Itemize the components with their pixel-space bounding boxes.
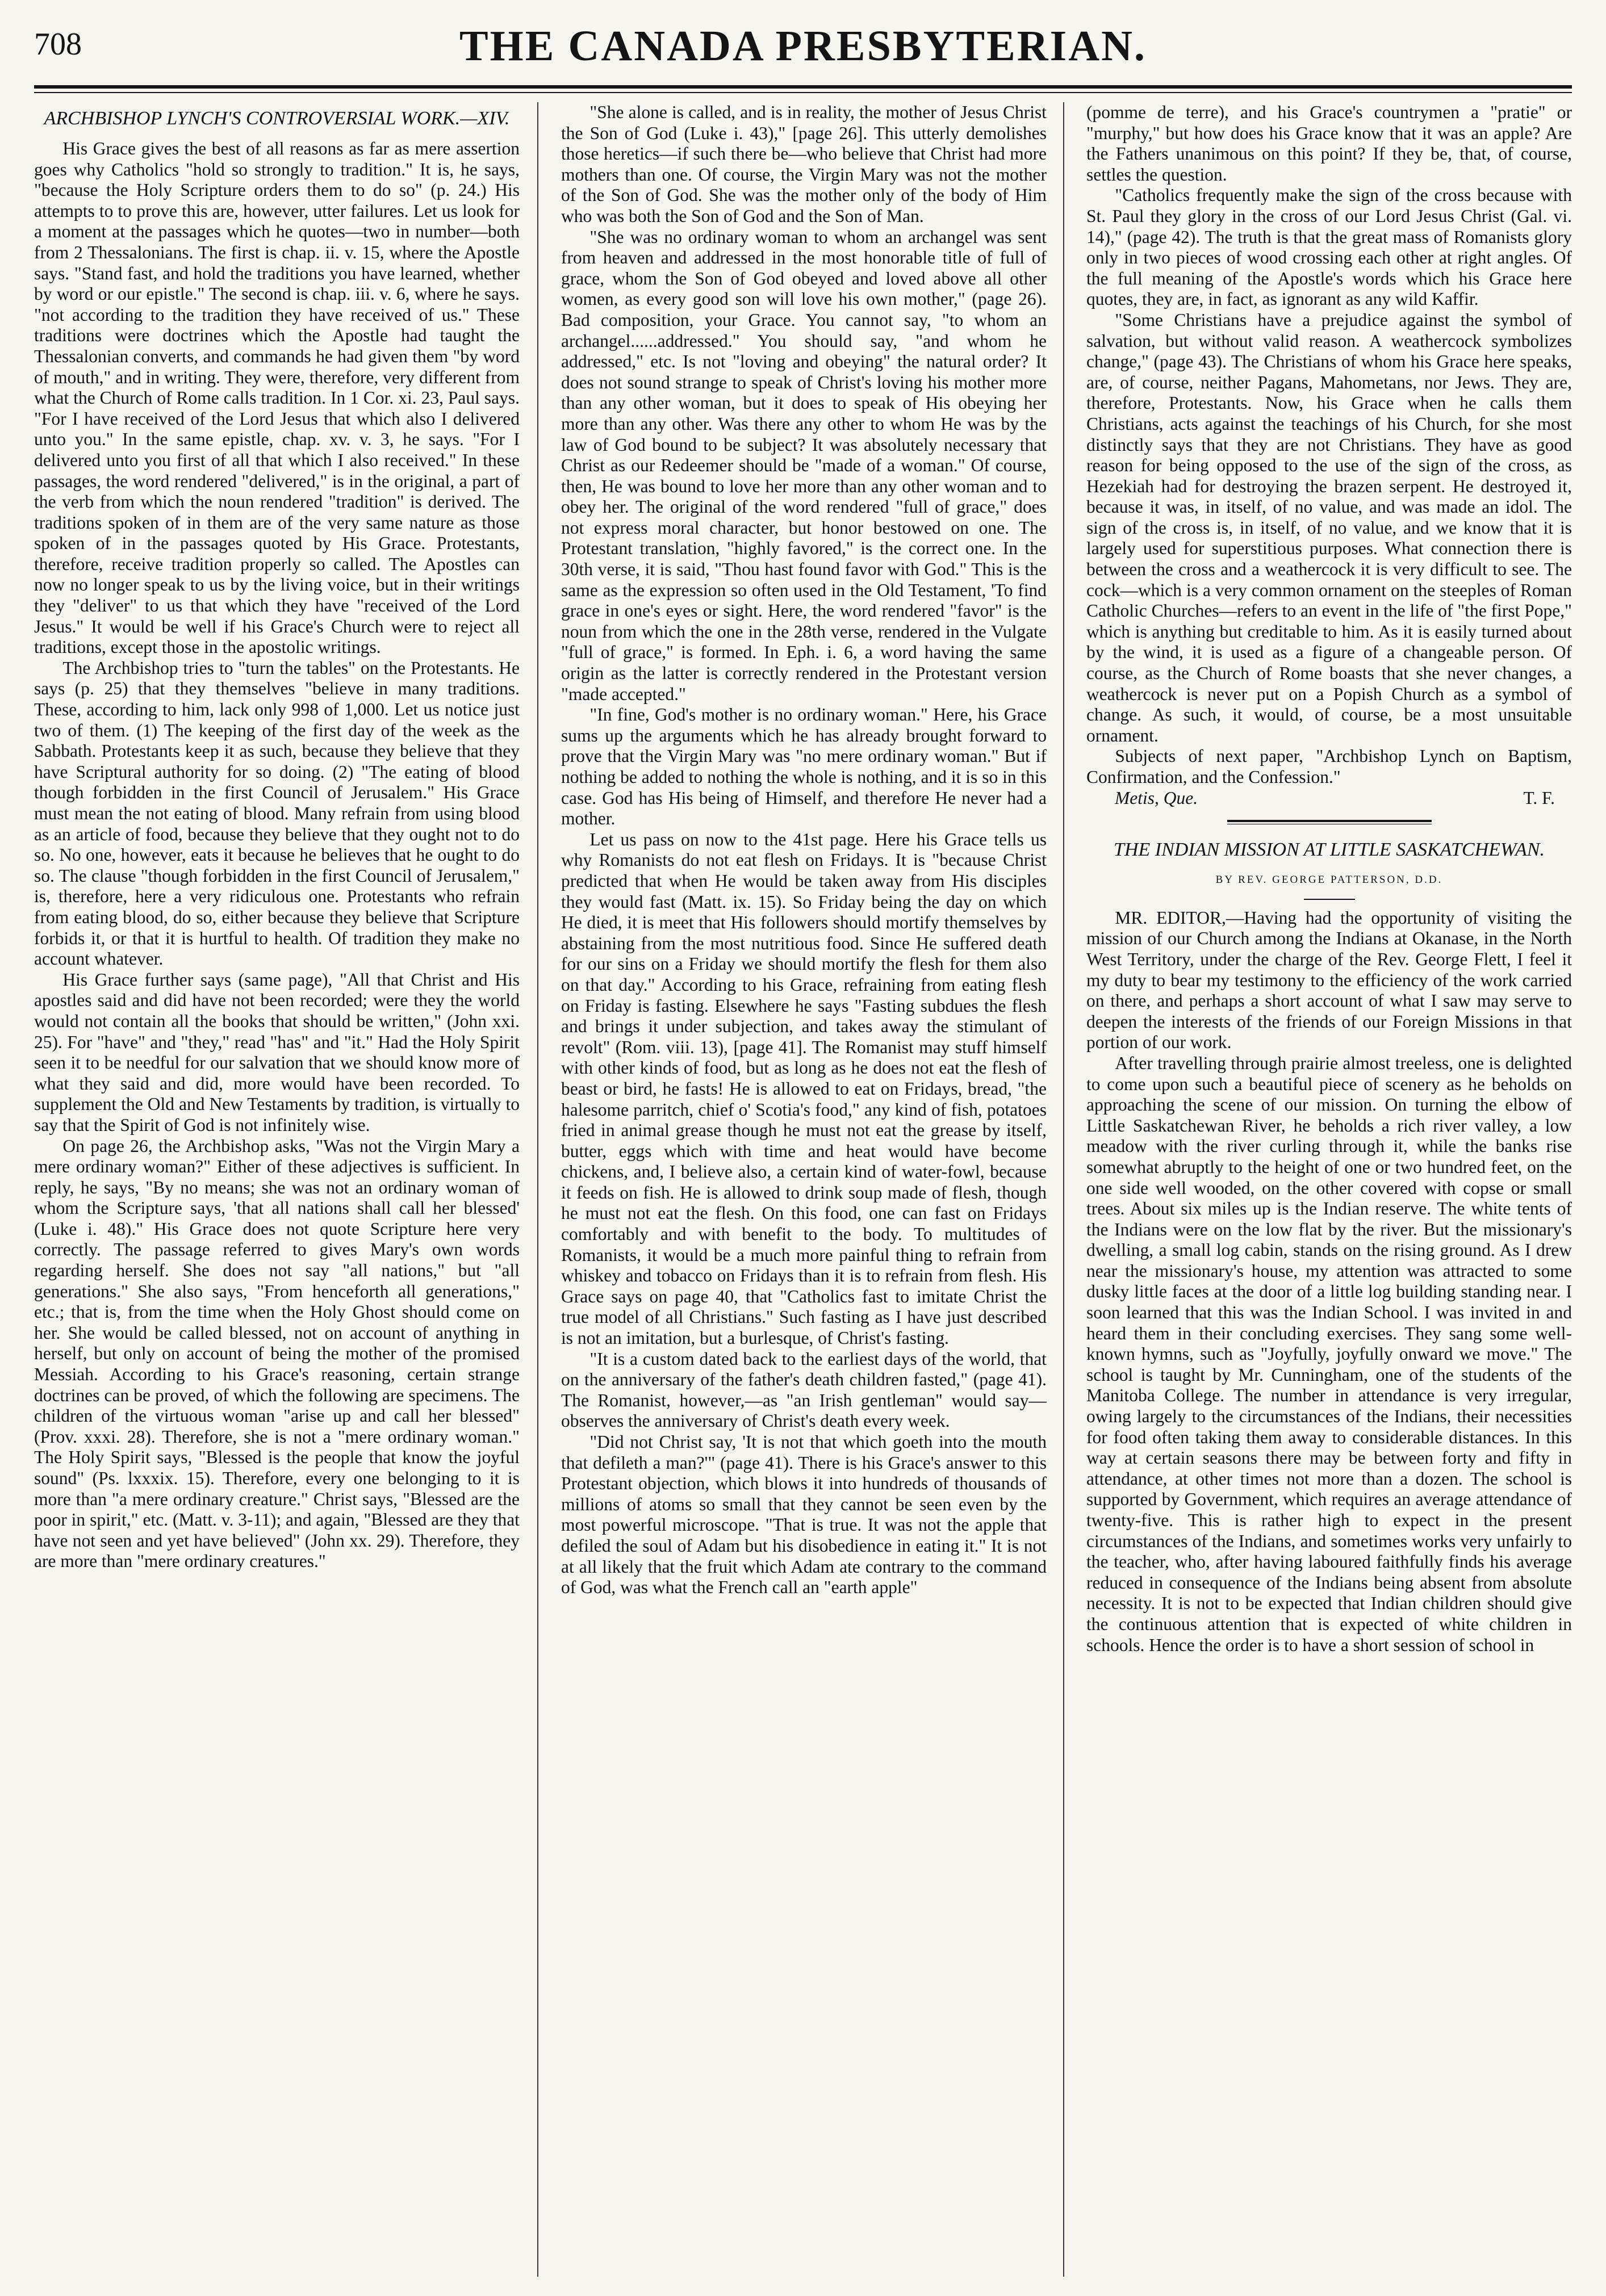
article-paragraph: After travelling through prairie almost treeless, one is delighted to come upon such a beautiful piece of scenery as he beholds on approaching the scene of our mission. On turning the elbow of Little Saskatchewan River, he beholds a rich river valley, a low meadow with the river curling through it, while the banks rise somewhat abruptly to the height of one or two hundred feet, on the one side well wooded, on the other covered with copse or small trees. About six miles up is the Indian reserve. The white tents of the Indians were on the low flat by the river. But the missionary's dwelling, a small log cabin, stands on the rising ground. As I drew near the missionary's house, my attention was attracted to some dusky little faces at the door of a little log building standing near. I soon learned that this was the Indian School. I was invited in and heard them in their concluding exercises. They sang some well-known hymns, such as "Joyfully, joyfully onward we move." The school is taught by Mr. Cunningham, one of the students of the Manitoba College. The number in attendance is very irregular, owing largely to the circumstances of the Indians, their necessities for food often taking them away to considerable distances. In this way at certain seasons there may be between forty and fifty in attendance, at other times not more than a dozen. The school is supported by Government, which requires an average attendance of twenty-five. This is rather high to expect in the present circumstances of the Indians, and sometimes works very unfairly to the teacher, who, after having laboured faithfully finds his average reduced in consequence of the Indians being absent from absolute necessity. It is not to be expected that Indian children should give the continuous attention that is expected of white children in schools. Hence the order is to have a short session of school in	[1086, 1053, 1572, 1655]
article-paragraph: Subjects of next paper, "Archbishop Lynch on Baptism, Confirmation, and the Confession."	[1086, 746, 1572, 787]
article-signoff	[1086, 788, 1572, 809]
column-divider	[1063, 102, 1064, 2277]
journal-title: THE CANADA PRESBYTERIAN.	[459, 22, 1147, 70]
masthead-rule-thin	[34, 92, 1572, 93]
masthead	[34, 16, 1572, 84]
article-paragraph: On page 26, the Archbishop asks, "Was not the Virgin Mary a mere ordinary woman?" Either of these adjectives is sufficient. In reply, he says, "By no means; she was not an ordinary woman of whom the Scripture says, 'that all nations shall call her blessed' (Luke i. 48)." His Grace does not quote Scripture here very correctly. The passage referred to gives Mary's own words regarding herself. She does not say "all nations," but "all generations." She also says, "From henceforth all generations," etc.; that is, from the time when the Holy Ghost should come on her. She would be called blessed, not on account of anything in herself, but only on account of being the mother of the promised Messiah. According to his Grace's reasoning, certain strange doctrines can be proved, of which the following are specimens. The children of the virtuous woman "arise up and call her blessed" (Prov. xxxi. 28). Therefore, she is not a "mere ordinary woman." The Holy Spirit says, "Blessed is the people that know the joyful sound" (Ps. lxxxix. 15). Therefore, every one belonging to it is more than "a mere ordinary creature." Christ says, "Blessed are the poor in spirit," etc. (Matt. v. 3-11); and again, "Blessed are they that have not seen and yet have believed" (John xx. 29). Therefore, they are more than "mere ordinary creatures."	[34, 1136, 520, 1572]
section-divider	[1227, 820, 1432, 824]
byline-rule	[1304, 899, 1355, 900]
signoff-place: Metis, Que.	[1115, 787, 1198, 808]
signoff-initials: T. F.	[1523, 787, 1555, 808]
column-1	[34, 102, 520, 2277]
article-paragraph: "It is a custom dated back to the earliest days of the world, that on the anniversary of the father's death children fasted," (page 41). The Romanist, however,—as "an Irish gentleman" would say—observes the anniversary of Christ's death every week.	[561, 1348, 1047, 1431]
article-paragraph: His Grace further says (same page), "All that Christ and His apostles said and did have not been recorded; were they the world would not contain all the books that should be written," (John xxi. 25). For "have" and "they," read "has" and "it." Had the Holy Spirit seen it to be needful for our salvation that we should know more of what they said and did, more would have been recorded. To supplement the Old and New Testaments by tradition, is virtually to say that the Spirit of God is not infinitely wise.	[34, 969, 520, 1135]
article-title: THE INDIAN MISSION AT LITTLE SASKATCHEWAN.	[1114, 839, 1545, 861]
article-byline: BY REV. GEORGE PATTERSON, D.D.	[1215, 874, 1443, 886]
article-paragraph: "She alone is called, and is in reality, the mother of Jesus Christ the Son of God (Luke i. 43)," [page 26]. This utterly demolishes those heretics—if such there be—who believe that Christ had more mothers than one. Of course, the Virgin Mary was not the mother of the Son of God. She was the mother only of the body of Him who was both the Son of God and the Son of Man.	[561, 102, 1047, 226]
article-paragraph: (pomme de terre), and his Grace's countrymen a "pratie" or "murphy," but how does his Grace know that it was an apple? Are the Fathers unanimous on this point? If they be, that, of course, settles the question.	[1086, 102, 1572, 185]
article-paragraph: The Archbishop tries to "turn the tables" on the Protestants. He says (p. 25) that they themselves "believe in many traditions. These, according to him, lack only 998 of 1,000. Let us notice just two of them. (1) The keeping of the first day of the week as the Sabbath. Protestants keep it as such, because they believe that they have Scriptural authority for so doing. (2) "The eating of blood though forbidden in the first Council of Jerusalem." His Grace must mean the not eating of blood. Many refrain from using blood as an article of food, because they believe that they ought not to do so. No one, however, eats it because he believes that he ought to do so. The clause "though forbidden in the first Council of Jerusalem," is, therefore, here a very ridiculous one. Protestants who refrain from eating blood, do so, either because they believe that Scripture forbids it, or that it is hurtful to health. Of tradition they make no account whatever.	[34, 657, 520, 969]
article-paragraph: Let us pass on now to the 41st page. Here his Grace tells us why Romanists do not eat flesh on Fridays. It is "because Christ predicted that when He would be taken away from His disciples they would fast (Matt. ix. 15). So Friday being the day on which He died, it is meet that His followers should mortify themselves by abstaining from the most nutritious food. Since He suffered death for our sins on a Friday we should mortify the flesh for them also on that day." According to his Grace, refraining from eating flesh on Friday is fasting. Elsewhere he says "Fasting subdues the flesh and brings it under subjection, and takes away the stimulant of revolt" (Rom. viii. 13), [page 41]. The Romanist may stuff himself with other kinds of food, but as long as he does not eat the flesh of beast or bird, he fasts! He is allowed to eat on Fridays, bread, "the halesome parritch, chief o' Scotia's food," any kind of fish, potatoes fried in animal grease though he must not eat the grease by itself, butter, eggs which with time and heat would have become chickens, and, I believe also, a certain kind of water-fowl, because it feeds on fish. He is allowed to drink soup made of flesh, though he must not eat the flesh. On this food, one can fast on Fridays comfortably and with benefit to the body. To multitudes of Romanists, it would be a much more painful thing to refrain from whiskey and tobacco on Fridays than it is to refrain from flesh. His Grace says on page 40, that "Catholics fast to imitate Christ the true model of all Christians." Such fasting as I have just described is not an imitation, but a burlesque, of Christ's fasting.	[561, 829, 1047, 1348]
column-3	[1086, 102, 1572, 2277]
article-paragraph: "She was no ordinary woman to whom an archangel was sent from heaven and addressed in the most honorable title of full of grace, whom the Son of God obeyed and loved above all other women, as every good son will love his own mother," (page 26). Bad composition, your Grace. You cannot say, "to whom an archangel......addressed." You should say, "and whom he addressed," etc. Is not "loving and obeying" the natural order? It does not sound strange to speak of Christ's loving his mother more than any other woman, but it does to speak of His obeying her more than any other. Was there any other to whom He was by the law of God bound to be subject? It was absolutely necessary that Christ as our Redeemer should be "made of a woman." Of course, then, He was bound to love her more than any other woman and to obey her. The original of the word rendered "full of grace," does not express moral character, but honor bestowed on one. The Protestant translation, "highly favored," is the correct one. In the 30th verse, it is said, "Thou hast found favor with God." This is the same as the expression so often used in the Old Testament, 'To find grace in one's eyes or sight. Here, the word rendered "favor" is the noun from which the one in the 28th verse, rendered in the Vulgate "full of grace," is formed. In Eph. i. 6, a word having the same origin as the latter is correctly rendered in the Protestant version "made accepted."	[561, 227, 1047, 704]
column-divider	[537, 102, 538, 2277]
article-paragraph: "Did not Christ say, 'It is not that which goeth into the mouth that defileth a man?'" (page 41). There is his Grace's answer to this Protestant objection, which blows it into hundreds of thousands of millions of atoms so small that they cannot be seen even by the most powerful microscope. "That is true. It was not the apple that defiled the soul of Adam but his disobedience in eating it." It is not at all likely that the fruit which Adam ate contrary to the command of God, was what the French call an "earth apple"	[561, 1432, 1047, 1598]
article-title: ARCHBISHOP LYNCH'S CONTROVERSIAL WORK.—XIV.	[44, 108, 510, 129]
article-paragraph: "Some Christians have a prejudice against the symbol of salvation, but without valid reason. A weathercock symbolizes change," (page 43). The Christians of whom his Grace here speaks, are, of course, neither Pagans, Mahometans, nor Jews. They are, therefore, Protestants. Now, his Grace when he calls them Christians, acts against the teachings of his Church, for she most distinctly says that they are not Christians. They have as good reason for being opposed to the use of the sign of the cross, as Hezekiah had for destroying the brazen serpent. He destroyed it, because it was, in itself, of no value, and was made an idol. The sign of the cross is, in itself, of no value, and we know that it is largely used for superstitious purposes. What connection there is between the cross and a weathercock it is very difficult to see. The cock—which is a very common ornament on the steeples of Roman Catholic Churches—refers to an event in the life of "the first Pope," which is anything but creditable to him. As it is easily turned about by the wind, it is used as a figure of a changeable person. Of course, as the Church of Rome boasts that she never changes, a weathercock is never put on a Popish Church as a symbol of change. As such, it would, of course, be a most unsuitable ornament.	[1086, 309, 1572, 745]
article-paragraph: MR. EDITOR,—Having had the opportunity of visiting the mission of our Church among the Indians at Okanase, in the North West Territory, under the charge of the Rev. George Flett, I feel it my duty to bear my testimony to the efficiency of the work carried on there, and perhaps a short account of what I saw may serve to deepen the interests of the friends of our Foreign Missions in that portion of our work.	[1086, 907, 1572, 1053]
column-2	[561, 102, 1047, 2277]
page-number: 708	[34, 27, 82, 62]
article-paragraph: "In fine, God's mother is no ordinary woman." Here, his Grace sums up the arguments which he has already brought forward to prove that the Virgin Mary was "no mere ordinary woman." But if nothing be added to nothing the whole is nothing, and it is so in this case. God has His being of Himself, and therefore He never had a mother.	[561, 705, 1047, 829]
article-paragraph: His Grace gives the best of all reasons as far as mere assertion goes why Catholics "hold so strongly to tradition." It is, he says, "because the Holy Scripture orders them to do so" (p. 24.) His attempts to to prove this are, however, utter failures. Let us look for a moment at the passages which he quotes—two in number—both from 2 Thessalonians. The first is chap. ii. v. 15, where the Apostle says. "Stand fast, and hold the traditions you have learned, whether by word or our epistle." The second is chap. iii. v. 6, where he says. "not according to the tradition they have received of us." These traditions were doctrines which the Apostle had taught the Thessalonian converts, and commands he had given them "by word of mouth," and in writing. They were, therefore, very different from what the Church of Rome calls tradition. In 1 Cor. xi. 23, Paul says. "For I have received of the Lord Jesus that which also I delivered unto you." In the same epistle, chap. xv. v. 3, he says. "For I delivered unto you first of all that which I also received." In these passages, the word rendered "delivered," is in the original, a part of the verb from which the noun rendered "tradition" is derived. The traditions spoken of in them are of the very same nature as those spoken of in the passages quoted by His Grace. Protestants, therefore, receive tradition properly so called. The Apostles can now no longer speak to us by the living voice, but in their writings they "deliver" to us that which they have "received of the Lord Jesus." It would be well if his Grace's Church were to reject all traditions, except those in the apostolic writings.	[34, 139, 520, 657]
masthead-rule	[34, 85, 1572, 89]
article-paragraph: "Catholics frequently make the sign of the cross because with St. Paul they glory in the cross of our Lord Jesus Christ (Gal. vi. 14)," (page 42). The truth is that the great mass of Romanists glory only in two pieces of wood crossing each other at right angles. Of the full meaning of the Apostle's words which his Grace here quotes, they are, in fact, as ignorant as any wild Kaffir.	[1086, 185, 1572, 309]
